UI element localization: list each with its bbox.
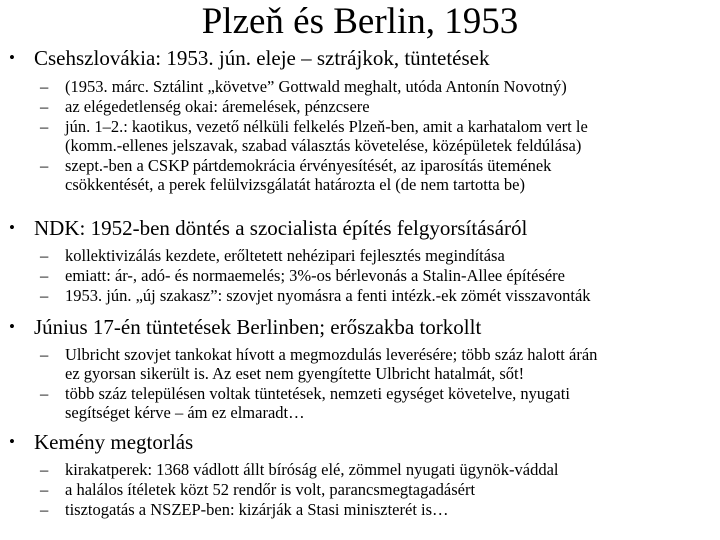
list-item (0, 266, 720, 285)
list-item (0, 117, 720, 155)
section-czechoslovakia (0, 46, 720, 194)
list-item (0, 500, 720, 519)
dash-icon: – (40, 480, 49, 499)
section-heading-text: Kemény megtorlás (34, 430, 194, 454)
bullet-icon: • (9, 432, 15, 451)
list-item-text: (1953. márc. Sztálint „követve” Gottwald meghalt, utóda Antonín Novotný) (65, 77, 567, 96)
list-item (0, 460, 720, 479)
section-heading (0, 315, 720, 339)
dash-icon: – (40, 286, 49, 305)
bullet-icon: • (9, 317, 15, 336)
section-heading (0, 430, 720, 454)
bullet-icon: • (9, 218, 15, 237)
dash-icon: – (40, 345, 49, 364)
dash-icon: – (40, 500, 49, 519)
list-item (0, 246, 720, 265)
dash-icon: – (40, 246, 49, 265)
list-item-text: tisztogatás a NSZEP-ben: kizárják a Stasi miniszterét is… (65, 500, 449, 519)
section-retaliation (0, 430, 720, 519)
list-item-text: kirakatperek: 1368 vádlott állt bíróság elé, zömmel nyugati ügynök-váddal (65, 460, 559, 479)
section-heading-text: Csehszlovákia: 1953. jún. eleje – sztrájkok, tüntetések (34, 46, 490, 70)
sub-list (0, 246, 720, 305)
sub-list (0, 345, 720, 422)
list-item-text: az elégedetlenség okai: áremelések, pénzcsere (65, 97, 370, 116)
dash-icon: – (40, 117, 49, 136)
list-item-text: jún. 1–2.: kaotikus, vezető nélküli felkelés Plzeň-ben, amit a karhatalom vert le (komm.-ellenes jelszavak, szabad választás követelése, középületek feldúlása) (65, 117, 588, 155)
list-item (0, 480, 720, 499)
dash-icon: – (40, 384, 49, 403)
section-heading (0, 216, 720, 240)
list-item (0, 345, 720, 383)
list-item-text: 1953. jún. „új szakasz”: szovjet nyomásra a fenti intézk.-ek zömét visszavonták (65, 286, 591, 305)
list-item-text: emiatt: ár-, adó- és normaemelés; 3%-os bérlevonás a Stalin-Allee építésére (65, 266, 565, 285)
dash-icon: – (40, 156, 49, 175)
list-item (0, 384, 720, 422)
section-berlin-protests (0, 315, 720, 422)
list-item-text: kollektivizálás kezdete, erőltetett nehézipari fejlesztés megindítása (65, 246, 505, 265)
list-item-text: több száz településen voltak tüntetések, nemzeti egységet követelve, nyugati segítséget kérve – ám ez elmaradt… (65, 384, 570, 422)
dash-icon: – (40, 266, 49, 285)
list-item-text: szept.-ben a CSKP pártdemokrácia érvényesítését, az iparosítás ütemének csökkentését, a perek felülvizsgálatát határozta el (de nem tartotta be) (65, 156, 552, 194)
dash-icon: – (40, 460, 49, 479)
sub-list (0, 460, 720, 519)
dash-icon: – (40, 97, 49, 116)
section-heading-text: NDK: 1952-ben döntés a szocialista építés felgyorsításáról (34, 216, 528, 240)
list-item (0, 77, 720, 96)
bullet-icon: • (9, 48, 15, 67)
section-gdr (0, 216, 720, 305)
list-item (0, 97, 720, 116)
section-heading-text: Június 17-én tüntetések Berlinben; erőszakba torkollt (34, 315, 482, 339)
dash-icon: – (40, 77, 49, 96)
list-item (0, 286, 720, 305)
section-heading (0, 46, 720, 70)
sub-list (0, 77, 720, 194)
list-item-text: Ulbricht szovjet tankokat hívott a megmozdulás leverésére; több száz halott árán ez gyorsan sikerült is. Az eset nem gyengítette Ulbricht hatalmát, sőt! (65, 345, 598, 383)
list-item (0, 156, 720, 194)
slide-title: Plzeň és Berlin, 1953 (201, 1, 519, 42)
list-item-text: a halálos ítéletek közt 52 rendőr is volt, parancsmegtagadásért (65, 480, 476, 499)
